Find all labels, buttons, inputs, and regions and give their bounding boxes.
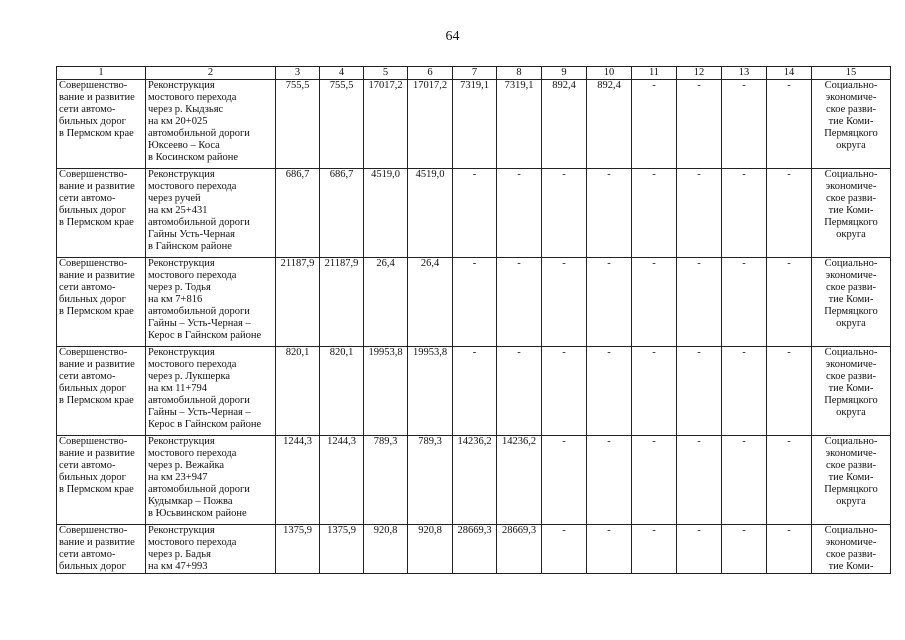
value-cell: 19953,8 [408, 347, 453, 436]
program-cell: Совершенство- вание и развитие сети автомо- бильных дорог в Пермском крае [57, 347, 146, 436]
table-row [57, 347, 891, 436]
value-cell: - [632, 436, 677, 525]
value-cell: 1244,3 [320, 436, 364, 525]
table-row [57, 525, 891, 574]
program-cell: Совершенство- вание и развитие сети автомо- бильных дорог в Пермском крае [57, 258, 146, 347]
value-cell: 19953,8 [364, 347, 408, 436]
value-cell: 920,8 [408, 525, 453, 574]
value-cell: - [767, 525, 812, 574]
column-header: 14 [767, 67, 812, 80]
column-header: 10 [587, 67, 632, 80]
column-header: 7 [453, 67, 497, 80]
value-cell: - [587, 258, 632, 347]
value-cell: - [767, 436, 812, 525]
value-cell: - [677, 525, 722, 574]
value-cell: - [767, 169, 812, 258]
program-cell: Совершенство- вание и развитие сети автомо- бильных дорог [57, 525, 146, 574]
value-cell: - [497, 258, 542, 347]
value-cell: 820,1 [320, 347, 364, 436]
value-cell: - [632, 525, 677, 574]
value-cell: - [632, 258, 677, 347]
value-cell: 21187,9 [276, 258, 320, 347]
value-cell: 21187,9 [320, 258, 364, 347]
value-cell: 755,5 [320, 80, 364, 169]
value-cell: 28669,3 [453, 525, 497, 574]
value-cell: 1375,9 [276, 525, 320, 574]
value-cell: - [677, 436, 722, 525]
goal-cell: Социально- экономиче- ское разви- тие Коми- Пермяцкого округа [812, 169, 891, 258]
program-cell: Совершенство- вание и развитие сети автомо- бильных дорог в Пермском крае [57, 169, 146, 258]
budget-table [56, 66, 891, 574]
table-row [57, 258, 891, 347]
value-cell: - [722, 436, 767, 525]
value-cell: 26,4 [364, 258, 408, 347]
column-header: 11 [632, 67, 677, 80]
value-cell: 14236,2 [453, 436, 497, 525]
column-header: 1 [57, 67, 146, 80]
value-cell: 26,4 [408, 258, 453, 347]
value-cell: - [722, 169, 767, 258]
value-cell: - [767, 258, 812, 347]
value-cell: 17017,2 [408, 80, 453, 169]
value-cell: 1244,3 [276, 436, 320, 525]
value-cell: 4519,0 [408, 169, 453, 258]
column-header: 15 [812, 67, 891, 80]
value-cell: 686,7 [276, 169, 320, 258]
value-cell: 892,4 [542, 80, 587, 169]
object-cell: Реконструкция мостового перехода через р. Лукшерка на км 11+794 автомобильной дороги Гайны – Усть-Черная – Керос в Гайнском районе [146, 347, 276, 436]
value-cell: - [497, 169, 542, 258]
value-cell: 686,7 [320, 169, 364, 258]
value-cell: - [497, 347, 542, 436]
table-row [57, 169, 891, 258]
value-cell: 755,5 [276, 80, 320, 169]
goal-cell: Социально- экономиче- ское разви- тие Коми- [812, 525, 891, 574]
column-header: 3 [276, 67, 320, 80]
value-cell: - [677, 80, 722, 169]
value-cell: - [767, 347, 812, 436]
column-header: 9 [542, 67, 587, 80]
value-cell: - [677, 169, 722, 258]
value-cell: - [542, 525, 587, 574]
column-header: 12 [677, 67, 722, 80]
value-cell: - [722, 258, 767, 347]
object-cell: Реконструкция мостового перехода через р. Бадья на км 47+993 [146, 525, 276, 574]
value-cell: 892,4 [587, 80, 632, 169]
goal-cell: Социально- экономиче- ское разви- тие Коми- Пермяцкого округа [812, 258, 891, 347]
goal-cell: Социально- экономиче- ское разви- тие Коми- Пермяцкого округа [812, 436, 891, 525]
value-cell: 789,3 [408, 436, 453, 525]
value-cell: 28669,3 [497, 525, 542, 574]
column-header: 8 [497, 67, 542, 80]
goal-cell: Социально- экономиче- ское разви- тие Коми- Пермяцкого округа [812, 347, 891, 436]
value-cell: - [453, 169, 497, 258]
value-cell: 17017,2 [364, 80, 408, 169]
value-cell: 1375,9 [320, 525, 364, 574]
value-cell: - [587, 347, 632, 436]
program-cell: Совершенство- вание и развитие сети автомо- бильных дорог в Пермском крае [57, 436, 146, 525]
value-cell: - [587, 169, 632, 258]
column-header: 4 [320, 67, 364, 80]
value-cell: - [677, 258, 722, 347]
value-cell: 820,1 [276, 347, 320, 436]
table-row [57, 80, 891, 169]
header-row [57, 67, 891, 80]
object-cell: Реконструкция мостового перехода через ручей на км 25+431 автомобильной дороги Гайны Усть-Черная в Гайнском районе [146, 169, 276, 258]
value-cell: - [453, 347, 497, 436]
column-header: 5 [364, 67, 408, 80]
table-body [57, 80, 891, 574]
value-cell: 7319,1 [497, 80, 542, 169]
value-cell: - [542, 258, 587, 347]
value-cell: - [722, 525, 767, 574]
value-cell: - [542, 169, 587, 258]
page-number: 64 [445, 29, 460, 44]
object-cell: Реконструкция мостового перехода через р. Кыдзьяс на км 20+025 автомобильной дороги Юксеево – Коса в Косинском районе [146, 80, 276, 169]
value-cell: 789,3 [364, 436, 408, 525]
value-cell: - [632, 80, 677, 169]
column-header: 13 [722, 67, 767, 80]
column-header: 2 [146, 67, 276, 80]
value-cell: - [677, 347, 722, 436]
goal-cell: Социально- экономиче- ское разви- тие Коми- Пермяцкого округа [812, 80, 891, 169]
value-cell: 920,8 [364, 525, 408, 574]
value-cell: - [453, 258, 497, 347]
value-cell: - [587, 525, 632, 574]
table-row [57, 436, 891, 525]
column-header: 6 [408, 67, 453, 80]
value-cell: - [587, 436, 632, 525]
value-cell: - [722, 347, 767, 436]
value-cell: - [722, 80, 767, 169]
value-cell: - [632, 169, 677, 258]
object-cell: Реконструкция мостового перехода через р. Вежайка на км 23+947 автомобильной дороги Кудымкар – Пожва в Юсьвинском районе [146, 436, 276, 525]
value-cell: 14236,2 [497, 436, 542, 525]
program-cell: Совершенство- вание и развитие сети автомо- бильных дорог в Пермском крае [57, 80, 146, 169]
value-cell: - [542, 347, 587, 436]
object-cell: Реконструкция мостового перехода через р. Тодья на км 7+816 автомобильной дороги Гайны – Усть-Черная – Керос в Гайнском районе [146, 258, 276, 347]
value-cell: 4519,0 [364, 169, 408, 258]
value-cell: - [632, 347, 677, 436]
value-cell: 7319,1 [453, 80, 497, 169]
value-cell: - [542, 436, 587, 525]
value-cell: - [767, 80, 812, 169]
